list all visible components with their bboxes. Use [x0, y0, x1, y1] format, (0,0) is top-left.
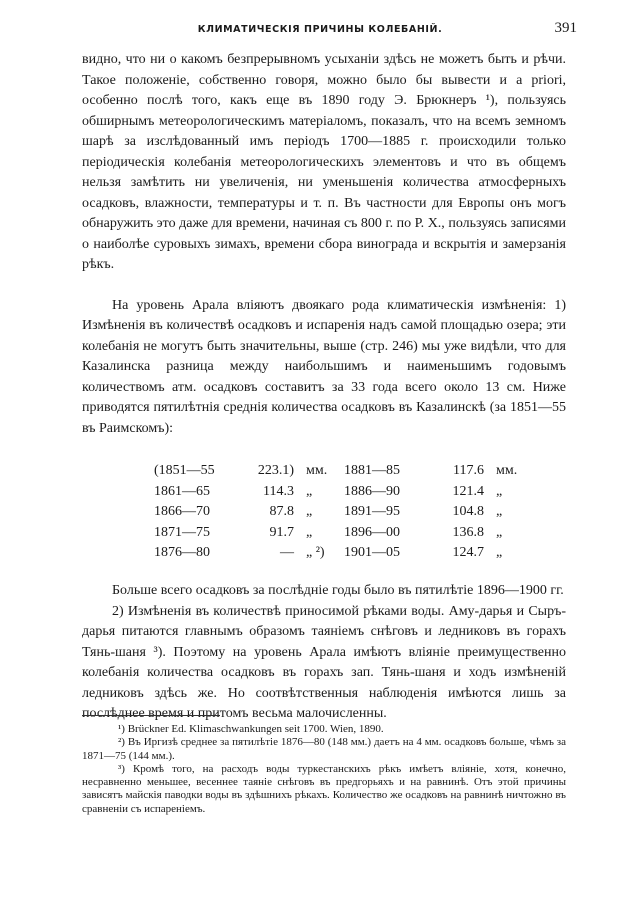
unit-cell: „	[496, 524, 503, 540]
value-cell: 136.8	[452, 524, 484, 540]
precipitation-table	[82, 461, 566, 563]
paragraph: видно, что ни о какомъ безпрерывномъ усыханіи здѣсь не можетъ быть и рѣчи. Такое положеніе, собственно говоря, можно было бы вывести и a priori, особенно послѣ того, какъ еще въ 1890 году Э. Брюкнеръ ¹), пользуясь обширнымъ метеорологическимъ матеріаломъ, показалъ, что на всемъ земномъ шарѣ за изслѣдованный имъ періодъ 1700—1885 г. происходили только періодическія колебанія метеорологическихъ элементовъ и что въ общемъ нельзя замѣтить ни увеличенія, ни уменьшенія количества атмосферныхъ осадковъ, влажности, температуры и т. п. Въ частности для Европы онъ могъ обнаружить это даже для времени, начиная съ 800 г. по Р. Х., пользуясь записями о наиболѣе суровыхъ зимахъ, времени сбора винограда и вскрытія и замерзанія рѣкъ.	[82, 52, 566, 272]
footnotes	[82, 723, 566, 816]
value-cell: 124.7	[452, 545, 484, 560]
unit-cell: мм.	[496, 463, 518, 478]
page-number: 391	[554, 20, 577, 36]
value-cell: 87.8	[269, 504, 294, 519]
table-row	[154, 543, 327, 564]
table-row	[344, 523, 517, 544]
value-cell: 104.8	[452, 504, 484, 519]
value-cell: 117.6	[453, 463, 484, 478]
table-column-right	[344, 461, 517, 564]
period-cell: 1901—05	[344, 545, 400, 560]
table-row	[344, 543, 517, 564]
table-row	[154, 502, 327, 523]
running-title: КЛИМАТИЧЕСКІЯ ПРИЧИНЫ КОЛЕБАНІЙ.	[197, 24, 443, 35]
period-cell: 1886—90	[344, 483, 400, 499]
paragraph: 2) Измѣненія въ количествѣ приносимой рѣками воды. Аму-дарья и Сыръ-дарья питаются главнымъ образомъ таяніемъ снѣговъ и ледниковъ въ горахъ Тянь-шаня ³). Поэтому на уровень Арала имѣютъ вліяніе преимущественно колебанія количества осадковъ въ горахъ зап. Тянь-шаня и ходъ измѣненій ледниковъ здѣсь же. Но соотвѣтственныя наблюденія имѣются лишь за послѣднее время и притомъ весьма малочисленны.	[82, 603, 566, 721]
table-row	[154, 482, 327, 503]
period-cell: 1891—95	[344, 504, 400, 519]
main-text	[82, 50, 566, 725]
footnote: ³) Кромѣ того, на расходъ воды туркестанскихъ рѣкъ имѣетъ вліяніе, хотя, конечно, несравненно меньшее, весеннее таяніе снѣговъ въ предгорьяхъ и на равнинѣ. Отъ этой причины зависятъ майскія паводки воды въ здѣшнихъ рѣкахъ. Количество же осадковъ на равнинѣ ничтожно въ сравненіи съ испареніемъ.	[82, 762, 566, 815]
unit-cell: „	[306, 483, 313, 499]
value-cell: 91.7	[269, 524, 294, 540]
period-cell: 1861—65	[154, 483, 210, 499]
unit-cell: „ ²)	[306, 545, 325, 560]
table-row	[154, 461, 327, 482]
footnote: ²) Въ Иргизѣ среднее за пятилѣтіе 1876—80 (148 мм.) даетъ на 4 мм. осадковъ больше, чѣмъ за 1871—75 (144 мм.).	[82, 736, 566, 762]
period-cell: 1871—75	[154, 524, 210, 540]
table-row	[154, 523, 327, 544]
table-row	[344, 502, 517, 523]
table-row	[344, 461, 517, 482]
paragraph: На уровень Арала вліяютъ двоякаго рода климатическія измѣненія: 1) Измѣненія въ количествѣ осадковъ и испаренія надъ самой площадью озера; эти колебанія не могутъ быть значительны, выше (стр. 246) мы уже видѣли, что для Казалинска разница между наибольшимъ и наименьшимъ годовымъ количествомъ атм. осадковъ составитъ за 33 года всего около 13 см. Ниже приводятся пятилѣтнія среднія количества осадковъ въ Казалинскѣ (за 1851—55 въ Раимскомъ):	[82, 297, 566, 436]
unit-cell: „	[496, 504, 503, 519]
table-row	[344, 482, 517, 503]
unit-cell: „	[306, 524, 313, 540]
value-cell: —	[280, 545, 294, 560]
table-column-left	[154, 461, 327, 564]
period-cell: 1866—70	[154, 504, 210, 519]
footnote: ¹) Brückner Ed. Klimaschwankungen seit 1700. Wien, 1890.	[118, 723, 384, 735]
unit-cell: мм.	[306, 463, 328, 478]
period-cell: 1881—85	[344, 463, 400, 478]
unit-cell: „	[496, 483, 503, 499]
paragraph: Больше всего осадковъ за послѣдніе годы было въ пятилѣтіе 1896—1900 гг.	[112, 583, 564, 598]
value-cell: 121.4	[452, 483, 484, 499]
period-cell: 1896—00	[344, 524, 400, 540]
unit-cell: „	[496, 545, 503, 560]
running-header	[0, 20, 637, 40]
value-cell: 223.1)	[257, 463, 294, 478]
unit-cell: „	[306, 504, 313, 519]
period-cell: (1851—55	[154, 463, 215, 478]
value-cell: 114.3	[263, 483, 294, 499]
period-cell: 1876—80	[154, 545, 210, 560]
footnote-divider	[82, 715, 220, 716]
